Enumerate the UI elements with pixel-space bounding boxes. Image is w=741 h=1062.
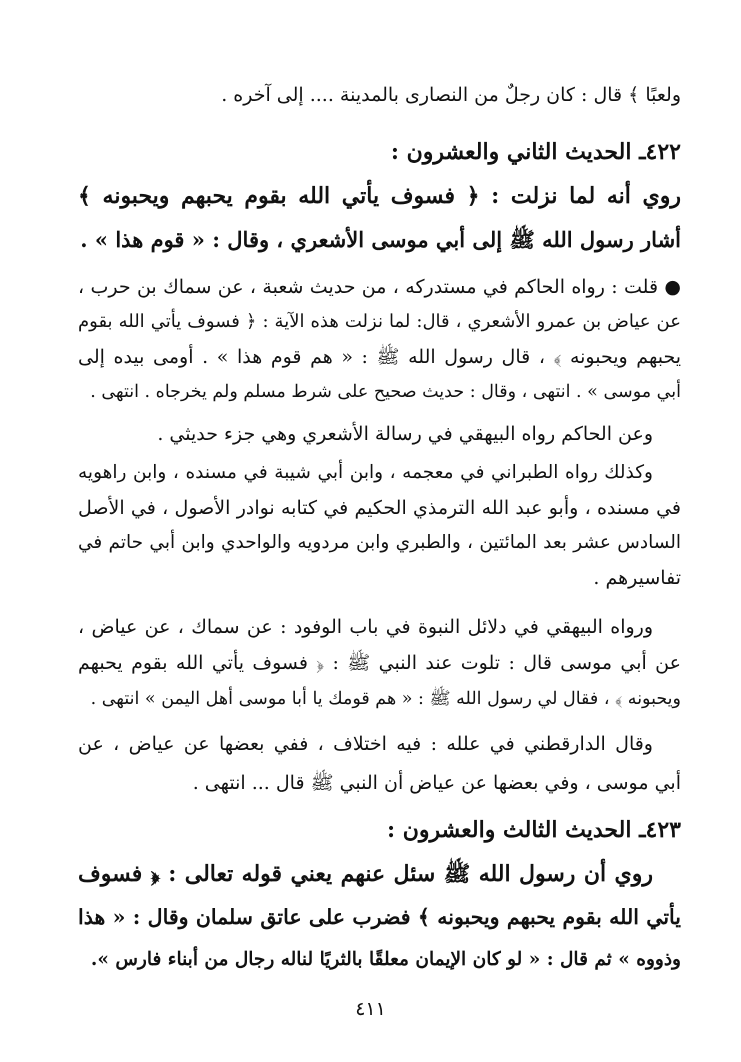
commentary-line: ويحبونه ﴾ ، فقال لي رسول الله ﷺ : « هم قومك يا أبا موسى أهل اليمن » انتهى . [90,689,681,709]
commentary-line: أبي موسى ، وفي بعضها عن عياض أن النبي ﷺ قال ... انتهى . [192,772,681,794]
commentary-line: وقال الدارقطني في علله : فيه اختلاف ، ففي بعضها عن عياض ، عن [78,733,653,755]
commentary-line: السادس عشر بعد المائتين ، والطبري وابن مردويه والواحدي وابن أبي حاتم في [78,532,681,553]
commentary-line: عن أبي موسى قال : تلوت عند النبي ﷺ : ﴿ فسوف يأتي الله بقوم يحبهم [78,652,681,674]
page-number: ٤١١ [355,998,386,1020]
commentary-line: في مسنده ، وأبو عبد الله الترمذي الحكيم في كتابه نوادر الأصول ، في الأصل [78,497,681,519]
hadith-422-text-line: أشار رسول الله ﷺ إلى أبي موسى الأشعري ، وقال : « قوم هذا » . [80,227,681,252]
commentary-line: عن عياض بن عمرو الأشعري ، قال: لما نزلت هذه الآية : ﴿ فسوف يأتي الله بقوم [78,311,681,332]
commentary-line: أبي موسى » . انتهى ، وقال : حديث صحيح على شرط مسلم ولم يخرجاه . انتهى . [90,382,681,402]
commentary-line: تفاسيرهم . [593,567,681,589]
commentary-line: يحبهم ويحبونه ﴾ ، قال رسول الله ﷺ : « هم قوم هذا » . أومى بيده إلى [78,346,681,368]
hadith-422-heading: ٤٢٢ـ الحديث الثاني والعشرون : [390,139,681,165]
commentary-line: ورواه البيهقي في دلائل النبوة في باب الوفود : عن سماك ، عن عياض ، [78,616,653,638]
hadith-423-text-line: وذووه » ثم قال : « لو كان الإيمان معلقًا بالثريًا لناله رجال من أبناء فارس ». [90,949,681,970]
commentary-line: ● قلت : رواه الحاكم في مستدركه ، من حديث شعبة ، عن سماك بن حرب ، [78,276,681,298]
commentary-line: وكذلك رواه الطبراني في معجمه ، وابن أبي شيبة في مسنده ، وابن راهويه [78,462,653,483]
hadith-423-text-line: يأتي الله بقوم يحبهم ويحبونه ﴾ فضرب على عاتق سلمان وقال : « هذا [78,905,681,929]
hadith-423-heading: ٤٢٣ـ الحديث الثالث والعشرون : [386,817,681,843]
hadith-423-text-line: روي أن رسول الله ﷺ سئل عنهم يعني قوله تعالى : ﴿ فسوف [78,861,653,887]
hadith-422-text-line: روي أنه لما نزلت : ﴿ فسوف يأتي الله بقوم يحبهم ويحبونه ﴾ [78,183,681,209]
continuation-line: ولعبًا ﴾ قال : كان رجلٌ من النصارى بالمدينة .... إلى آخره . [221,84,681,106]
commentary-line: وعن الحاكم رواه البيهقي في رسالة الأشعري وهي جزء حديثي . [157,423,653,445]
